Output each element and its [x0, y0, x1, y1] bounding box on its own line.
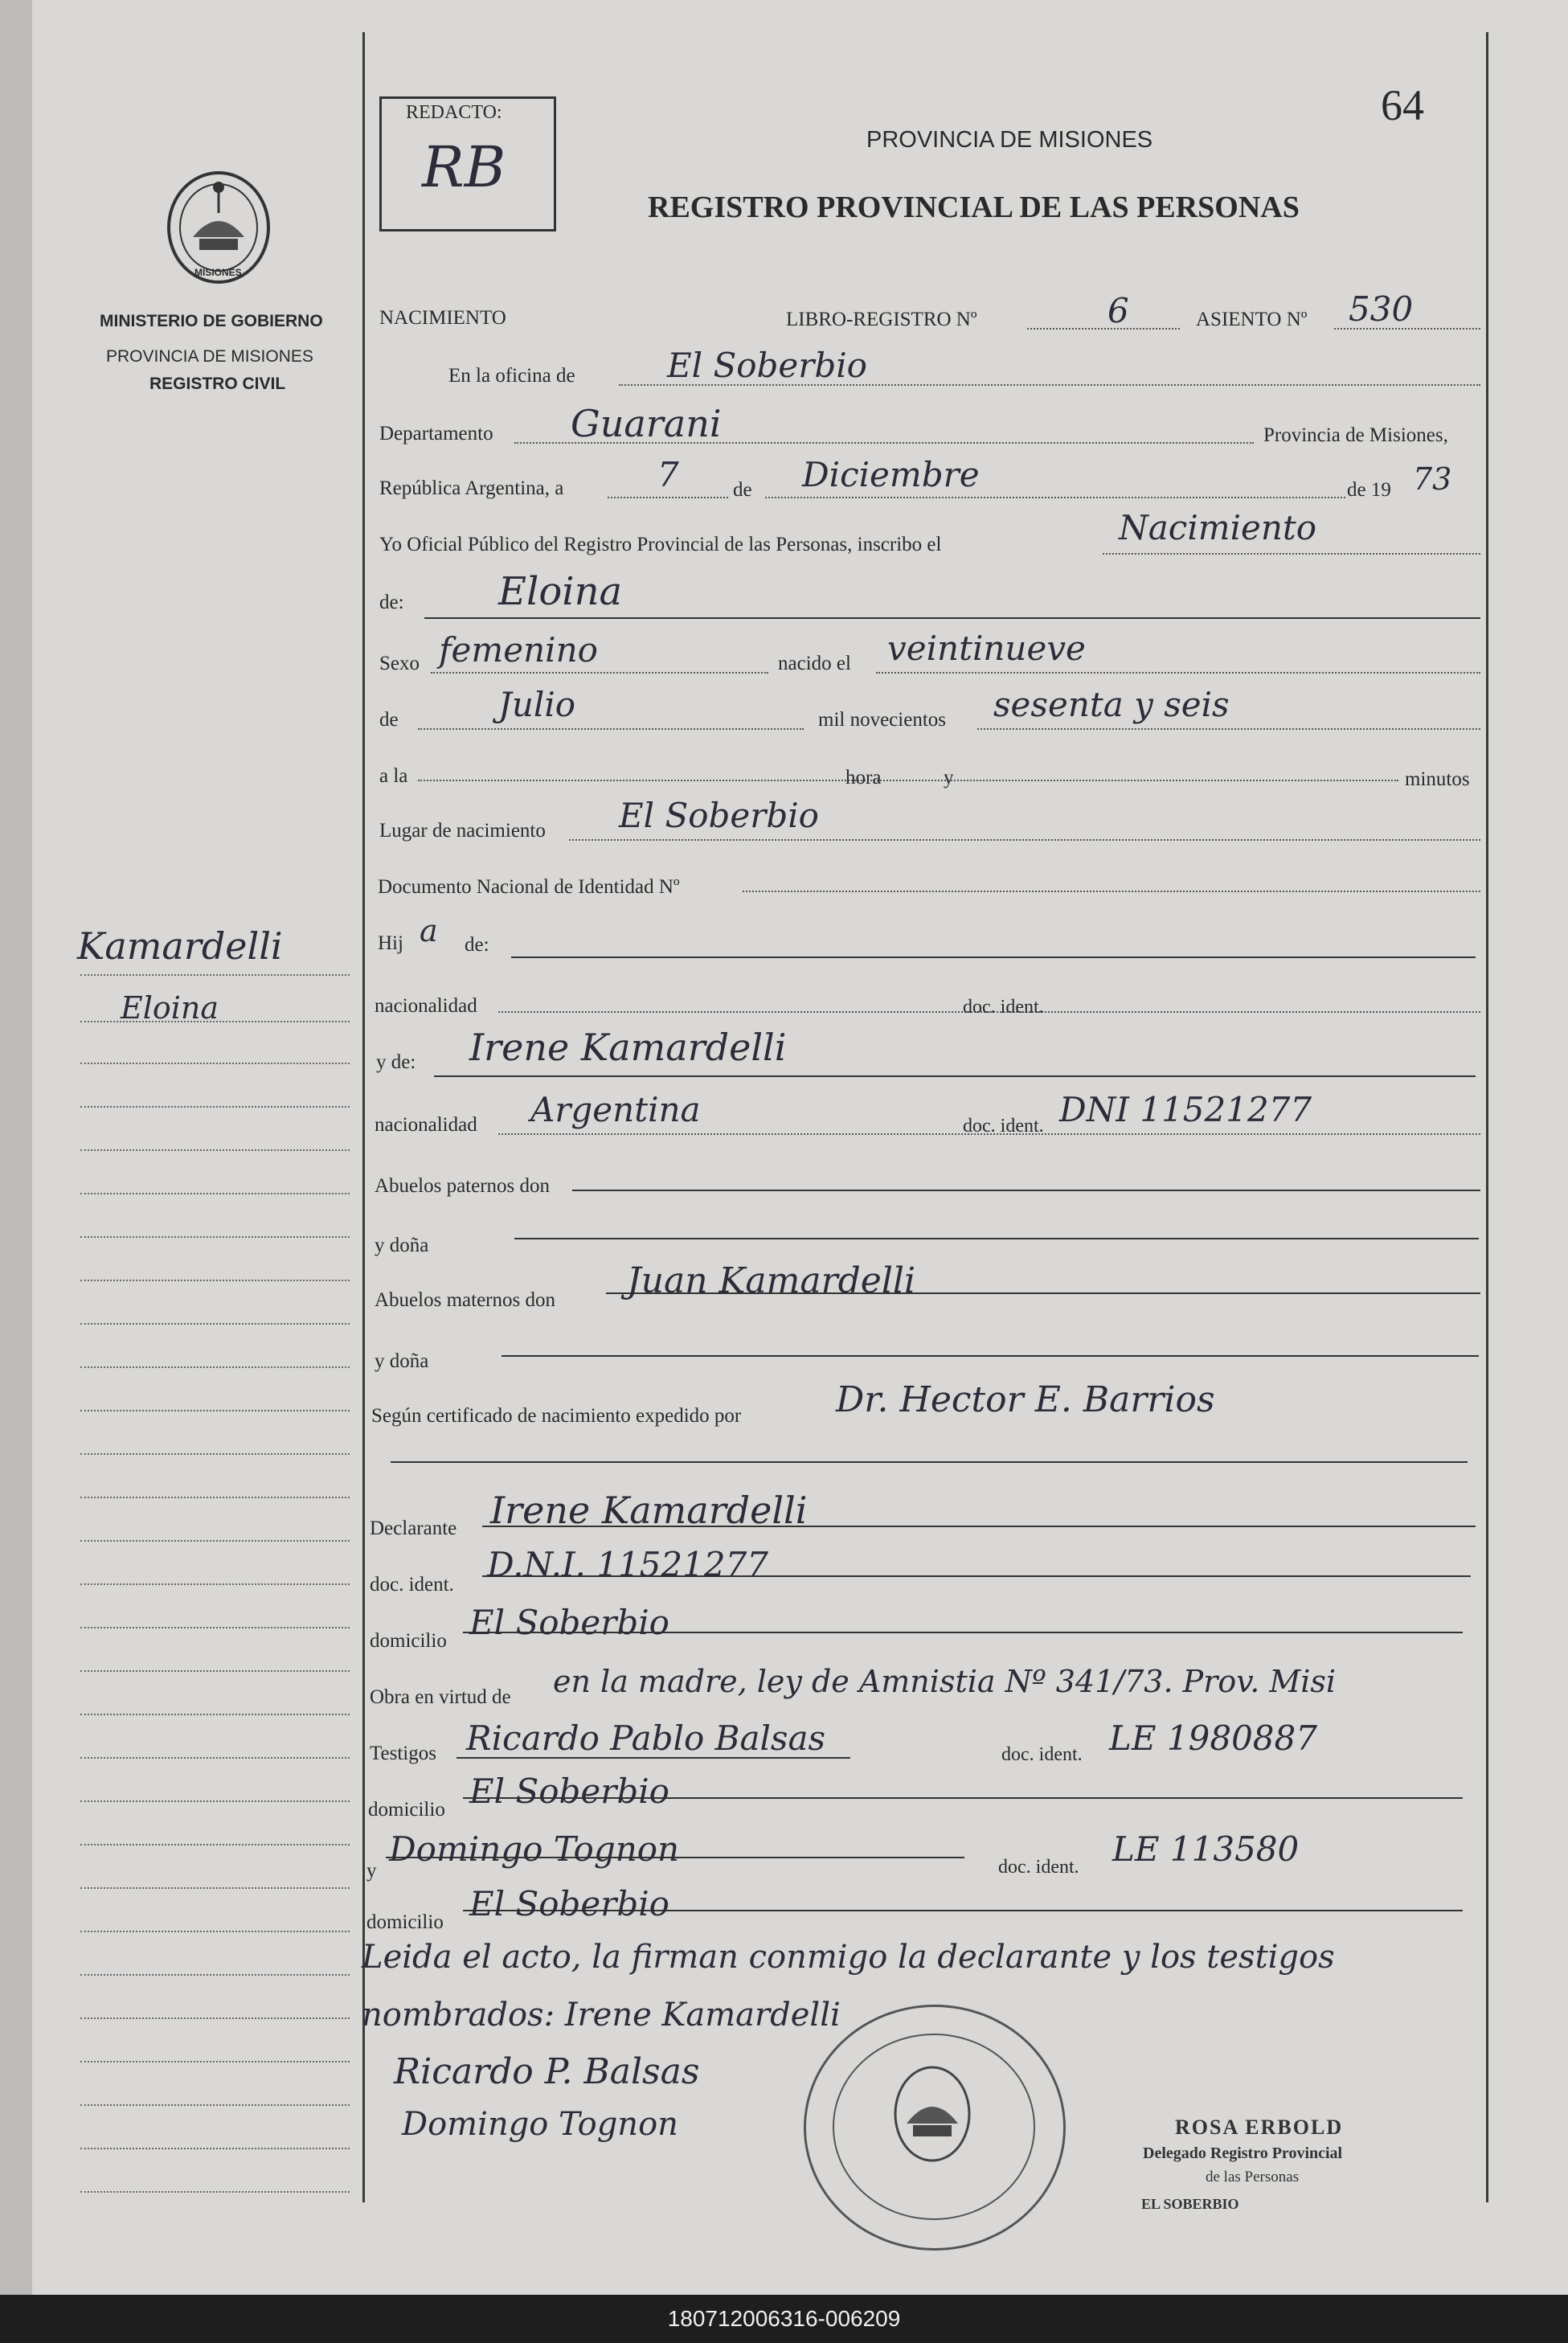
- testigo2-value: Domingo Tognon: [389, 1829, 680, 1869]
- doc-ident2-label: doc. ident.: [963, 1116, 1044, 1137]
- anio-letras-value: sesenta y seis: [993, 685, 1230, 724]
- signature-witness2: Domingo Tognon: [402, 2106, 678, 2143]
- nombre-value: Eloina: [498, 569, 623, 614]
- departamento-label: Departamento: [379, 423, 493, 444]
- mes-value: Diciembre: [802, 455, 980, 494]
- nombre-line: [424, 617, 1480, 619]
- ministry-province: PROVINCIA DE MISIONES: [106, 347, 313, 366]
- dia-line: [608, 497, 728, 498]
- nacionalidad1-label: nacionalidad: [375, 995, 477, 1017]
- republica-label: República Argentina, a: [379, 477, 564, 499]
- nacionalidad2-label: nacionalidad: [375, 1114, 477, 1136]
- obra-label: Obra en virtud de: [370, 1686, 511, 1708]
- domicilio1-label: domicilio: [370, 1630, 447, 1652]
- redacto-initials: RB: [422, 134, 506, 200]
- hora-label: hora: [845, 767, 882, 789]
- de2-label: de: [379, 709, 399, 731]
- oficina-label: En la oficina de: [448, 365, 575, 387]
- certificado-line: [391, 1461, 1468, 1463]
- abuelos-pat-label: Abuelos paternos don: [375, 1175, 551, 1197]
- y2-label: y: [366, 1860, 377, 1882]
- testigo1-value: Ricardo Pablo Balsas: [466, 1718, 826, 1758]
- testigos-label: Testigos: [370, 1743, 436, 1764]
- ministry-line: MINISTERIO DE GOBIERNO: [100, 312, 323, 330]
- obra-value: en la madre, ley de Amnistia Nº 341/73. Prov. Misi: [553, 1664, 1337, 1699]
- seal-text: MISIONES: [194, 267, 242, 278]
- doc-ident2-value: DNI 11521277: [1059, 1090, 1312, 1129]
- mil-label: mil novecientos: [818, 709, 946, 731]
- dia-letras-value: veintinueve: [887, 629, 1086, 668]
- anio-line: [977, 728, 1480, 730]
- doc-ident4-label: doc. ident.: [1001, 1744, 1083, 1765]
- abuelos-pat-line: [572, 1190, 1480, 1191]
- province-heading: PROVINCIA DE MISIONES: [866, 127, 1153, 153]
- libro-label: LIBRO-REGISTRO Nº: [786, 309, 977, 330]
- madre-line: [434, 1075, 1476, 1077]
- year-value: 73: [1413, 461, 1452, 497]
- form-left-border: [362, 32, 365, 2202]
- closing-line2: nombrados: Irene Kamardelli: [362, 1997, 841, 2034]
- de-label: de: [733, 479, 752, 501]
- provincia-label: Provincia de Misiones,: [1263, 424, 1448, 446]
- margin-note-name: Eloina: [121, 990, 219, 1026]
- nacido-line: [876, 672, 1480, 674]
- closing-line1: Leida el acto, la firman conmigo la declarante y los testigos: [362, 1939, 1335, 1976]
- declarante-value: Irene Kamardelli: [490, 1489, 808, 1532]
- mes-nac-value: Julio: [498, 685, 576, 724]
- stamp-name: ROSA ERBOLD: [1175, 2116, 1344, 2139]
- hij-de-label: de:: [465, 934, 489, 956]
- dni-label: Documento Nacional de Identidad Nº: [378, 876, 680, 898]
- y-label: y: [944, 767, 954, 789]
- ministry-civil-registry: REGISTRO CIVIL: [149, 375, 286, 393]
- libro-line: [1027, 328, 1180, 330]
- hora-line: [418, 780, 1398, 781]
- image-id-footer: [0, 2295, 1568, 2343]
- hij-line: [511, 956, 1476, 958]
- declarante-label: Declarante: [370, 1518, 457, 1539]
- hij-label: Hij: [378, 932, 403, 954]
- lugar-label: Lugar de nacimiento: [379, 820, 546, 842]
- stamp-line1: Delegado Registro Provincial: [1143, 2144, 1343, 2162]
- doc-ident1-label: doc. ident.: [963, 997, 1044, 1018]
- nacionalidad2-value: Argentina: [530, 1090, 701, 1129]
- sexo-value: femenino: [439, 630, 598, 670]
- nacido-label: nacido el: [778, 653, 851, 674]
- doc-ident3-value: D.N.I. 11521277: [487, 1545, 769, 1584]
- signature-witness1: Ricardo P. Balsas: [394, 2051, 700, 2092]
- minutos-label: minutos: [1405, 768, 1470, 790]
- margin-note-surname: Kamardelli: [77, 924, 283, 968]
- mes-line: [765, 497, 1345, 498]
- departamento-value: Guarani: [571, 402, 722, 445]
- image-id-text: 180712006316-006209: [667, 2306, 901, 2331]
- sexo-label: Sexo: [379, 653, 420, 674]
- de-name-label: de:: [379, 592, 404, 613]
- stamp-line3: EL SOBERBIO: [1141, 2196, 1239, 2212]
- certificado-label: Según certificado de nacimiento expedido por: [371, 1405, 742, 1427]
- yo-oficial-label: Yo Oficial Público del Registro Provincial de las Personas, inscribo el: [379, 534, 942, 555]
- oficina-value: El Soberbio: [667, 346, 867, 385]
- dia-value: 7: [657, 455, 679, 494]
- acto-value: Nacimiento: [1119, 508, 1317, 547]
- redacto-label: REDACTO:: [406, 102, 502, 123]
- y-de-label: y de:: [376, 1051, 416, 1073]
- abuelos-mat-label: Abuelos maternos don: [375, 1289, 555, 1311]
- de-year-label: de 19: [1347, 479, 1391, 501]
- page-number: 64: [1381, 81, 1424, 129]
- y-dona2-line: [502, 1355, 1479, 1357]
- mes-nac-line: [418, 728, 804, 730]
- y-dona2-label: y doña: [375, 1350, 429, 1372]
- registry-title: REGISTRO PROVINCIAL DE LAS PERSONAS: [648, 190, 1300, 224]
- dni-line: [743, 891, 1480, 892]
- seal-emblem-icon: [884, 2058, 981, 2170]
- asiento-value: 530: [1349, 289, 1414, 329]
- doc-ident4-value: LE 1980887: [1109, 1718, 1317, 1758]
- binding-shadow: [0, 0, 32, 2295]
- asiento-label: ASIENTO Nº: [1196, 309, 1308, 330]
- redacto-box: [379, 96, 556, 231]
- acto-line: [1103, 553, 1480, 555]
- y-dona1-label: y doña: [375, 1235, 429, 1256]
- hij-suffix: a: [420, 913, 438, 948]
- a-la-label: a la: [379, 765, 408, 787]
- doc-ident3-label: doc. ident.: [370, 1574, 454, 1595]
- stamp-line2: de las Personas: [1206, 2169, 1300, 2185]
- certificado-value: Dr. Hector E. Barrios: [836, 1379, 1215, 1420]
- lugar-value: El Soberbio: [619, 796, 819, 835]
- domicilio2-value: El Soberbio: [469, 1772, 669, 1811]
- domicilio1-value: El Soberbio: [469, 1603, 669, 1642]
- libro-value: 6: [1107, 291, 1129, 330]
- domicilio2-label: domicilio: [368, 1799, 445, 1821]
- madre-value: Irene Kamardelli: [469, 1026, 787, 1069]
- doc-ident5-label: doc. ident.: [998, 1857, 1079, 1878]
- form-right-border: [1486, 32, 1488, 2202]
- abuelo-mat-value: Juan Kamardelli: [627, 1260, 916, 1301]
- doc-ident5-value: LE 113580: [1112, 1829, 1300, 1869]
- nacimiento-label: NACIMIENTO: [379, 307, 506, 329]
- y-dona1-line: [514, 1238, 1479, 1239]
- lugar-line: [569, 839, 1480, 841]
- sexo-line: [431, 672, 768, 674]
- domicilio3-value: El Soberbio: [469, 1884, 669, 1923]
- domicilio3-label: domicilio: [366, 1911, 444, 1933]
